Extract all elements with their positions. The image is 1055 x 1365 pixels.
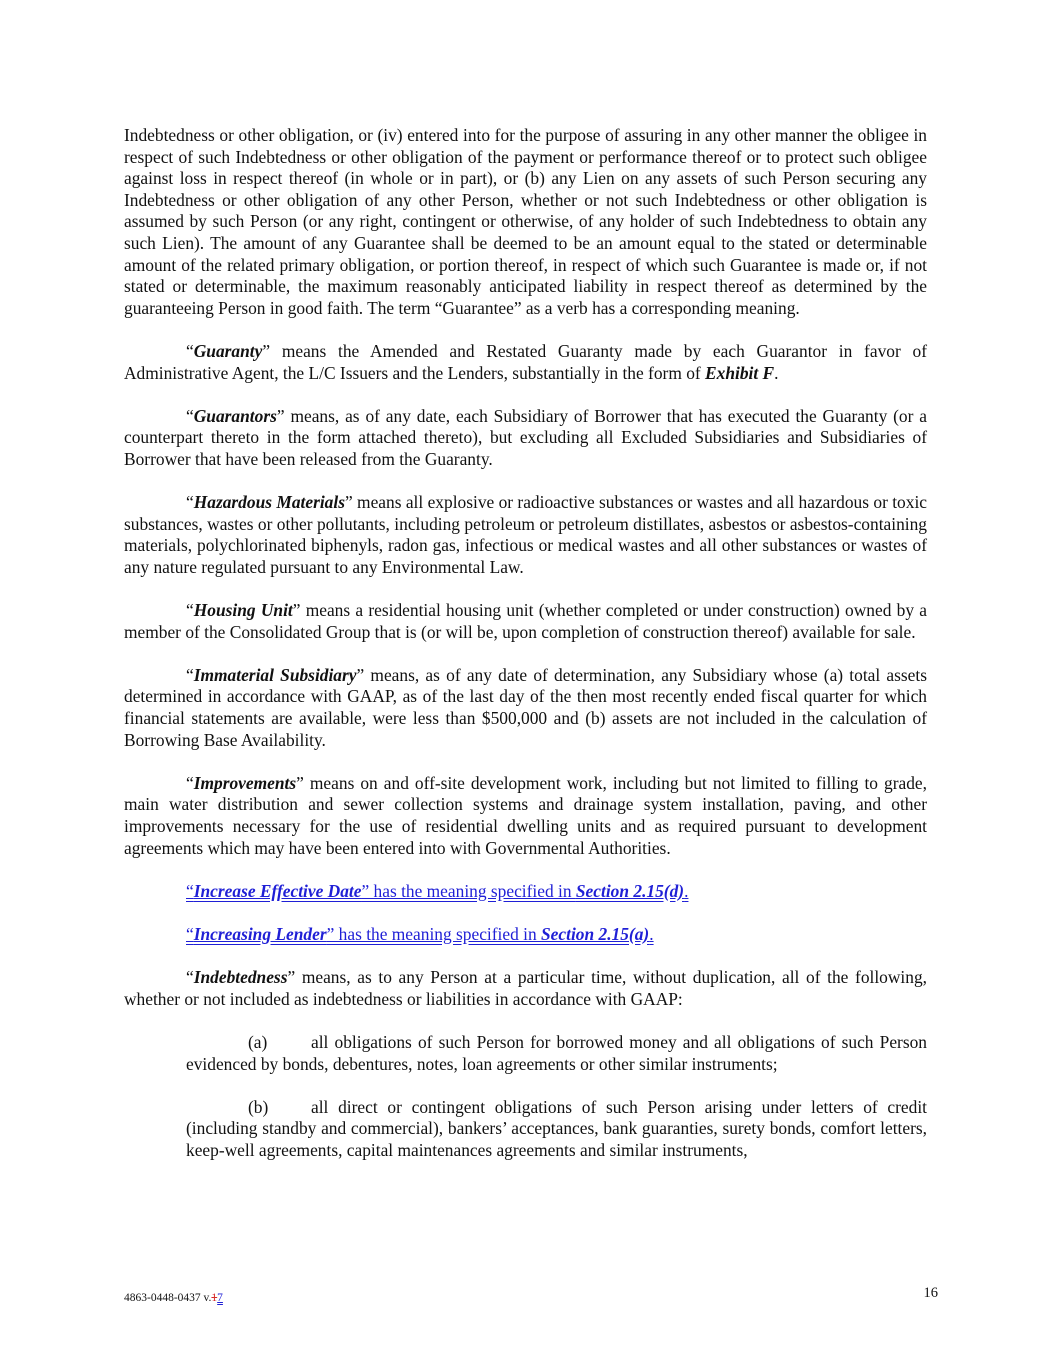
open-quote: “ (186, 492, 194, 513)
definition-guarantors (124, 406, 927, 471)
list-label: (b) (248, 1096, 269, 1117)
page-number: 16 (923, 1285, 938, 1301)
definition-text: ” means, as of any date of determination, any Subsidiary whose (a) total assets determined in accordance with GAAP, as of the last day of the then most recently ended fiscal quarter for which financial statements are available, were less than $500,000 and (b) assets are not included in the calculation of Borrowing Base Availability. (124, 664, 928, 750)
open-quote: “ (186, 967, 194, 988)
document-id (124, 1291, 223, 1305)
definition-text: ” means all explosive or radioactive substances or wastes and all hazardous or toxic substances, wastes or other pollutants, including petroleum or petroleum distillates, asbestos or asbestos-containing materials, polychlorinated biphenyls, radon gas, infectious or medical wastes and all other substances or wastes of any nature regulated pursuant to any Environmental Law. (124, 492, 927, 577)
deleted-version: 1 (211, 1292, 218, 1304)
document-body (124, 125, 927, 1183)
definition-text: ” means a residential housing unit (whether completed or under construction) owned by a member of the Consolidated Group that is (or will be, upon completion of construction thereof) available for sale. (124, 600, 927, 642)
definition-text: ” means, as of any date, each Subsidiary of Borrower that has executed the Guaranty (or a counterpart thereto in the form attached thereto), but excluding all Excluded Subsidiaries and Subsidiaries of Borrower that have been released from the Guaranty. (124, 405, 927, 469)
list-item-b (186, 1097, 927, 1162)
end-punctuation: . (684, 880, 689, 901)
inserted-text (186, 881, 688, 901)
open-quote: “ (186, 405, 194, 426)
defined-term: Housing Unit (193, 600, 293, 621)
definition-guaranty (124, 341, 927, 384)
definition-hazardous-materials (124, 492, 927, 578)
definition-indebtedness (124, 967, 927, 1010)
definition-text: ” means the Amended and Restated Guaranty made by each Guarantor in favor of Administrative Agent, the L/C Issuers and the Lenders, substantially in the form of (124, 340, 927, 383)
inserted-version: 7 (217, 1292, 223, 1304)
defined-term: Guaranty (193, 340, 263, 361)
list-text: all obligations of such Person for borrowed money and all obligations of such Person evidenced by bonds, debentures, notes, loan agreements or other similar instruments; (186, 1031, 927, 1074)
open-quote: “ (186, 340, 194, 361)
list-label: (a) (248, 1031, 268, 1052)
open-quote: “ (186, 664, 194, 685)
defined-term: Increase Effective Date (193, 880, 362, 901)
inserted-text (186, 924, 654, 944)
end-punctuation: . (649, 923, 654, 944)
definition-text: ” has the meaning specified in (326, 923, 542, 944)
end-punctuation: . (774, 362, 779, 383)
definition-increasing-lender (124, 924, 927, 946)
open-quote: “ (186, 880, 194, 901)
definition-improvements (124, 773, 927, 859)
open-quote: “ (186, 600, 194, 621)
defined-term: Immaterial Subsidiary (193, 664, 357, 685)
defined-term: Indebtedness (193, 967, 288, 988)
exhibit-reference: Exhibit F (705, 362, 775, 383)
list-item-a (186, 1032, 927, 1075)
section-reference: Section 2.15(a) (541, 923, 650, 944)
definition-increase-effective-date (124, 881, 927, 903)
definition-text: ” has the meaning specified in (361, 880, 576, 901)
defined-term: Hazardous Materials (193, 492, 345, 513)
defined-term: Guarantors (193, 405, 277, 426)
defined-term: Improvements (193, 772, 297, 793)
list-text: all direct or contingent obligations of such Person arising under letters of credit (including standby and commercial), bankers’ acceptances, bank guaranties, surety bonds, comfort letters, keep-well agreements, capital maintenances agreements and similar instruments, (186, 1096, 927, 1160)
defined-term: Increasing Lender (193, 923, 327, 944)
definition-text: ” means on and off-site development work, including but not limited to filling to grade, main water distribution and sewer collection systems and drainage system installation, paving, and other improvements necessary for the use of residential dwelling units and as required pursuant to development agreements which may have been entered into with Governmental Authorities. (124, 772, 927, 858)
definition-text: ” means, as to any Person at a particular time, without duplication, all of the following, whether or not included as indebtedness or liabilities in accordance with GAAP: (124, 967, 927, 1009)
definition-immaterial-subsidiary (124, 665, 927, 751)
definition-housing-unit (124, 600, 927, 643)
doc-id-text: 4863-0448-0437 v. (124, 1292, 212, 1304)
paragraph-guarantee-continued: Indebtedness or other obligation, or (iv) entered into for the purpose of assuring in any other manner the obligee in respect of such Indebtedness or other obligation of the payment or performance thereof or to protect such obligee against loss in respect thereof (in whole or in part), or (b) any Lien on any assets of such Person securing any Indebtedness or other obligation of any other Person, whether or not such Indebtedness or other obligation is assumed by such Person (or any right, contingent or otherwise, of any holder of such Indebtedness to obtain any such Lien). The amount of any Guarantee shall be deemed to be an amount equal to the stated or determinable amount of the related primary obligation, or portion thereof, in respect of which such Guarantee is made or, if not stated or determinable, the maximum reasonably anticipated liability in respect thereof as determined by the guaranteeing Person in good faith. The term “Guarantee” as a verb has a corresponding meaning. (124, 125, 927, 318)
section-reference: Section 2.15(d) (575, 880, 685, 901)
open-quote: “ (186, 923, 194, 944)
open-quote: “ (186, 772, 194, 793)
